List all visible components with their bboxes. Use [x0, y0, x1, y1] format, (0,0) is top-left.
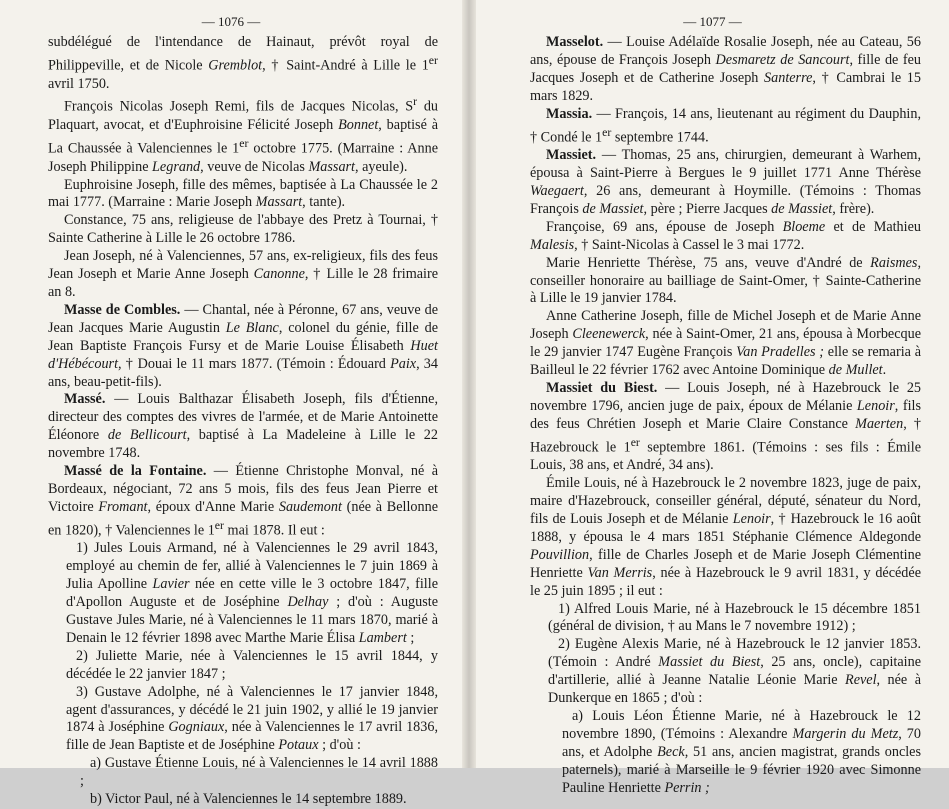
paragraph: Jean Joseph, né à Valenciennes, 57 ans, ex-religieux, fils des feus Jean Joseph et Marie Anne Joseph Canonne, † Lille le 28 frimaire an 8.: [48, 248, 438, 300]
paragraph: b) Victor Paul, né à Valenciennes le 14 septembre 1889.: [90, 791, 407, 808]
paragraph: 1) Jules Louis Armand, né à Valenciennes le 29 avril 1843, employé au chemin de fer, allié à Valenciennes le 7 juin 1869 à Julia Apolline Lavier née en cette ville le 3 octobre 1847, fille d'Apollon Auguste et de Joséphine Delhay ; d'où : Auguste Gustave Jules Marie, né à Valenciennes le 11 mars 1870, marié à Denain le 12 février 1898 avec Marthe Marie Élisa Lambert ;: [66, 540, 438, 646]
paragraph: François Nicolas Joseph Remi, fils de Jacques Nicolas, $S^r$ du Plaquart, avocat, et d'Euphroisine Félicité Joseph Bonnet, baptisé à La Chaussée à Valenciennes le 1er octobre 1775. (Marraine : Anne Joseph Philippine Legrand, veuve de Nicolas Massart, ayeule).: [48, 94, 439, 175]
left-page: [0, 0, 462, 808]
paragraph: 2) Juliette Marie, née à Valenciennes le 15 avril 1844, y décédée le 22 janvier 1847 ;: [66, 647, 438, 682]
paragraph: Massiet. — Thomas, 25 ans, chirurgien, demeurant à Warhem, épousa à Saint-Pierre à Bergues le 9 juillet 1771 Anne Thérèse Waegaert, 26 ans, demeurant à Hoymille. (Témoins : Thomas François de Massiet, père ; Pierre Jacques de Massiet, frère).: [530, 147, 921, 217]
right-page: [476, 0, 949, 796]
paragraph: subdélégué de l'intendance de Hainaut, prévôt royal de Philippeville, et de Nicole Gremblot, † Saint-André à Lille le 1er avril 1750.: [48, 34, 438, 92]
paragraph: a) Gustave Étienne Louis, né à Valenciennes le 14 avril 1888 ;: [80, 755, 438, 790]
paragraph: Marie Henriette Thérèse, 75 ans, veuve d'André de Raismes, conseiller honoraire au bailliage de Saint-Omer, † Sainte-Catherine à Lille le 19 janvier 1784.: [530, 254, 921, 307]
paragraph: Massé. — Louis Balthazar Élisabeth Joseph, fils d'Étienne, directeur des comptes des vivres de l'armée, et de Marie Antoinette Éléonore de Bellicourt, baptisé à La Madeleine à Lille le 22 novembre 1748.: [48, 391, 438, 462]
paragraph: Masselot. — Louise Adélaïde Rosalie Joseph, née au Cateau, 56 ans, épouse de François Joseph Desmaretz de Sancourt, fille de feu Jacques Joseph et de Catherine Joseph Santerre, † Cambrai le 15 mars 1829.: [530, 34, 922, 104]
paragraph: Massiet du Biest. — Louis Joseph, né à Hazebrouck le 25 novembre 1796, ancien juge de paix, époux de Mélanie Lenoir, fils des feus Chrétien Joseph et Marie Claire Constance Maerten, † Hazebrouck le 1er septembre 1861. (Témoins : ses fils : Émile Louis, 38 ans, et André, 34 ans).: [530, 379, 922, 474]
paragraph: Émile Louis, né à Hazebrouck le 2 novembre 1823, juge de paix, maire d'Hazebrouck, conseiller général, député, sénateur du Nord, fils de Louis Joseph et de Mélanie Lenoir, † Hazebrouck le 16 août 1888, y épousa le 4 mars 1851 Stéphanie Clémence Aldegonde Pouvillion, fille de Charles Joseph et de Marie Joseph Clémentine Henriette Van Merris, née à Hazebrouck le 9 avril 1831, y décédée le 25 juin 1895 ; il eut :: [530, 475, 921, 599]
paragraph: a) Louis Léon Étienne Marie, né à Hazebrouck le 12 novembre 1890, (Témoins : Alexandre Margerin du Metz, 70 ans, et Adolphe Beck, 51 ans, ancien magistrat, grands oncles paternels), marié à Marseille le 9 février 1920 avec Simonne Pauline Henriette Perrin ;: [562, 708, 921, 796]
book-gutter: [462, 0, 476, 768]
paragraph: Constance, 75 ans, religieuse de l'abbaye des Pretz à Tournai, † Sainte Catherine à Lille le 26 octobre 1786.: [48, 212, 438, 247]
paragraph: Massia. — François, 14 ans, lieutenant au régiment du Dauphin, † Condé le 1er septembre 1744.: [530, 105, 921, 146]
page-number-left: — 1076 —: [201, 14, 261, 29]
paragraph: Françoise, 69 ans, épouse de Joseph Bloeme et de Mathieu Malesis, † Saint-Nicolas à Cassel le 3 mai 1772.: [530, 218, 921, 253]
paragraph: Anne Catherine Joseph, fille de Michel Joseph et de Marie Anne Joseph Cleenewerck, née à Saint-Omer, 21 ans, épousa à Morbecque le 29 janvier 1747 Eugène François Van Pradelles ; elle se remaria à Bailleul le 22 février 1762 avec Antoine Dominique de Mullet.: [530, 308, 921, 379]
paragraph: 1) Alfred Louis Marie, né à Hazebrouck le 15 décembre 1851 (général de division, † au Mans le 7 novembre 1912) ;: [548, 600, 921, 635]
paragraph: 2) Eugène Alexis Marie, né à Hazebrouck le 12 janvier 1853. (Témoin : André Massiet du Biest, 25 ans, oncle), capitaine d'artillerie, allié à Jeanne Natalie Léonie Marie Revel, née à Dunkerque en 1865 ; d'où :: [548, 636, 921, 707]
paragraph: Euphroisine Joseph, fille des mêmes, baptisée à La Chaussée le 2 mai 1777. (Marraine : Marie Joseph Massart, tante).: [48, 176, 438, 211]
right-page-body: [530, 34, 921, 798]
page-number-right: — 1077 —: [683, 14, 742, 29]
left-page-body: [48, 34, 438, 809]
paragraph: Masse de Combles. — Chantal, née à Péronne, 67 ans, veuve de Jean Jacques Marie Augustin Le Blanc, colonel du génie, fille de Jean Baptiste François Fursy et de Marie Louise Élisabeth Huet d'Hébécourt, † Douai le 11 mars 1877. (Témoin : Édouard Paix, 34 ans, beau-petit-fils).: [48, 301, 438, 390]
paragraph: 3) Gustave Adolphe, né à Valenciennes le 17 janvier 1848, agent d'assurances, y décédé le 21 juin 1902, y allié le 19 janvier 1874 à Joséphine Gogniaux, née à Valenciennes le 17 avril 1836, fille de Jean Baptiste et de Joséphine Potaux ; d'où :: [66, 683, 438, 754]
paragraph: Massé de la Fontaine. — Étienne Christophe Monval, né à Bordeaux, négociant, 72 ans 5 mois, fils des feus Jean Pierre et Victoire Fromant, époux d'Anne Marie Saudemont (née à Bellonne en 1820), † Valenciennes le 1er mai 1878. Il eut :: [48, 463, 438, 539]
